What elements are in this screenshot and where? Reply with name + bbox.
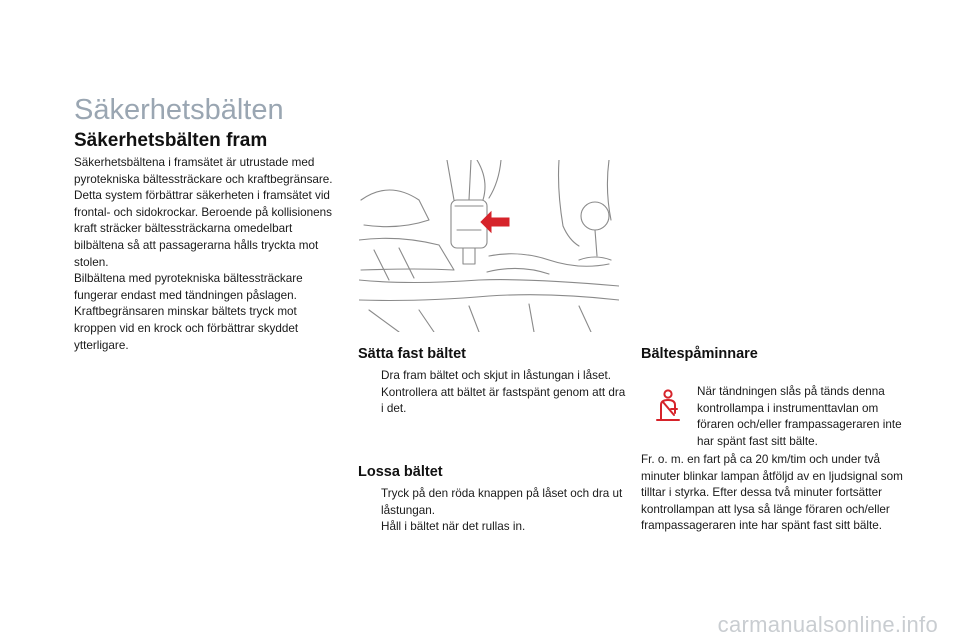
belt-reminder-title: Bältespåminnare xyxy=(641,346,758,362)
belt-reminder-body: Fr. o. m. en fart på ca 20 km/tim och under två minuter blinkar lampan åtföljd av en ljudsignal som tilltar i styrka. Efter dessa två minuter fortsätter kontrollampan att lysa så länge föraren och/eller frampassageraren inte har spänt fast sitt bälte. xyxy=(641,453,903,533)
list-item xyxy=(358,486,626,519)
seatbelt-warning-icon xyxy=(655,389,681,423)
list-item-text: Kontrollera att bältet är fastspänt genom att dra i det. xyxy=(381,385,626,416)
release-belt-title: Lossa bältet xyxy=(358,464,443,480)
fasten-belt-title: Sätta fast bältet xyxy=(358,346,466,362)
intro-paragraph: Bilbältena med pyrotekniska bältessträckare fungerar endast med tändningen påslagen. xyxy=(74,272,303,302)
intro-paragraph: Detta system förbättrar säkerheten i framsätet vid frontal- och sidokrockar. Beroende på kollisionens kraft sträcker bältessträckarna omedelbart bilbältena så att passagerarna hålls tryckta mot stolen. xyxy=(74,189,332,269)
list-item-text: Håll i bältet när det rullas in. xyxy=(381,520,526,534)
fasten-belt-steps xyxy=(358,368,626,418)
belt-reminder-icon-text: När tändningen slås på tänds denna kontrollampa i instrumenttavlan om föraren och/eller frampassageraren inte har spänt fast sitt bälte. xyxy=(697,385,902,448)
release-belt-steps xyxy=(358,486,626,536)
intro-paragraph: Kraftbegränsaren minskar bältets tryck mot kroppen vid en krock och förbättrar skyddet ytterligare. xyxy=(74,305,299,352)
seatbelt-buckle-illustration xyxy=(359,160,619,332)
list-item-text: Tryck på den röda knappen på låset och dra ut låstungan. xyxy=(381,487,623,517)
list-item xyxy=(358,385,626,418)
list-item-text: Dra fram bältet och skjut in låstungan i låset. xyxy=(381,369,611,382)
list-item xyxy=(358,368,626,385)
list-item xyxy=(358,519,626,536)
intro-paragraph: Säkerhetsbältena i framsätet är utrustade med pyrotekniska bältessträckare och kraftbegränsare. xyxy=(74,156,333,186)
section-title: Säkerhetsbälten fram xyxy=(74,130,268,151)
intro-text xyxy=(74,155,342,354)
chapter-title: Säkerhetsbälten xyxy=(74,94,284,126)
watermark: carmanualsonline.info xyxy=(717,612,938,637)
